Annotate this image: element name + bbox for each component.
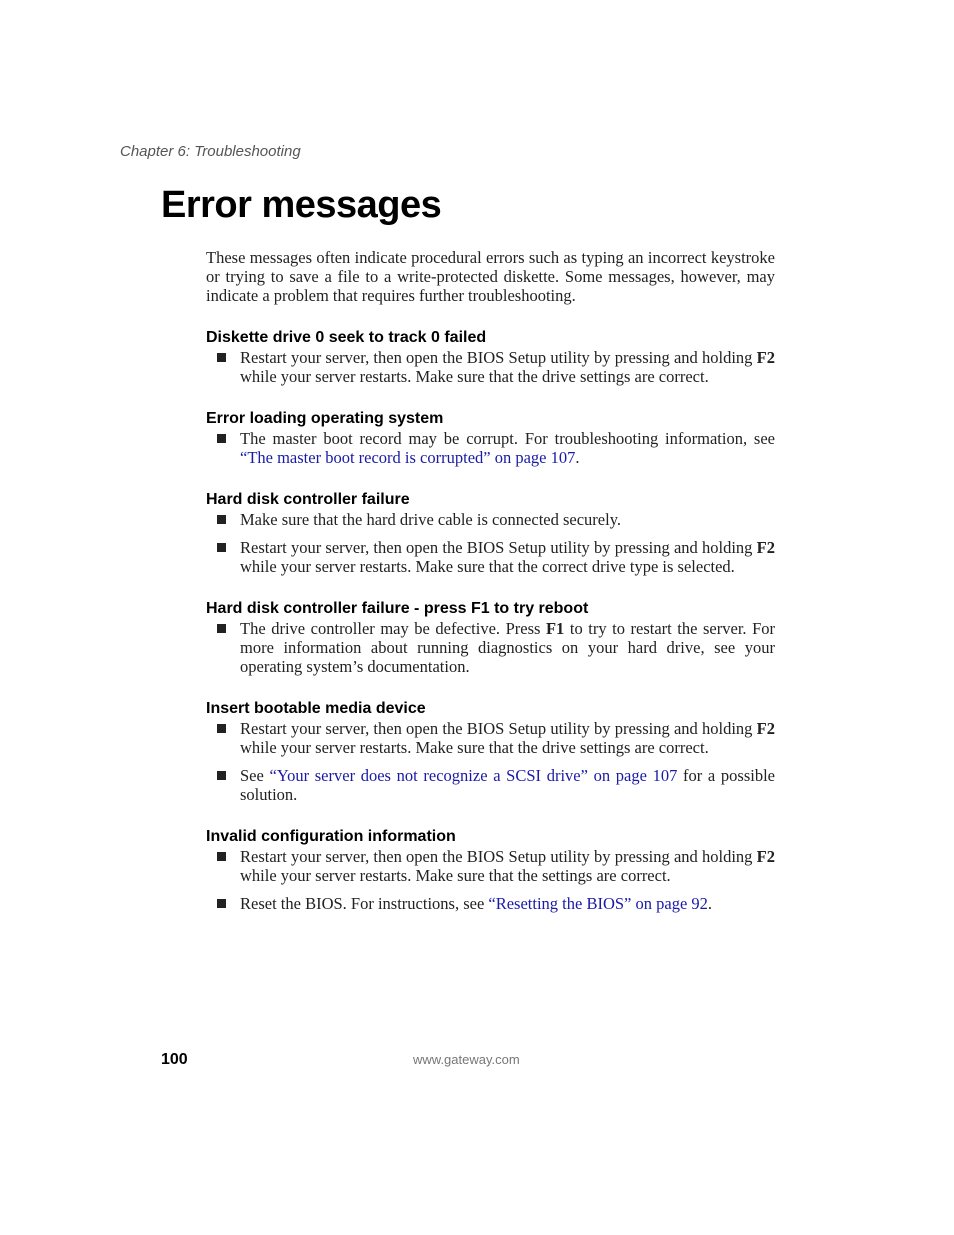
- intro-paragraph: These messages often indicate procedural errors such as typing an incorrect keystroke or trying to save a file to a write-protected diskette. Some messages, however, may indicate a problem that requires further troubleshooting.: [206, 248, 775, 305]
- bullet-list: [206, 429, 775, 467]
- bullet-list: [206, 847, 775, 913]
- list-item: Make sure that the hard drive cable is connected securely.: [206, 510, 775, 529]
- section-hdd-controller-failure: [206, 490, 775, 576]
- key-name: F2: [756, 348, 775, 367]
- square-bullet-icon: [217, 624, 226, 633]
- section-heading: Hard disk controller failure: [206, 491, 410, 508]
- list-item: Restart your server, then open the BIOS Setup utility by pressing and holding F2 while your server restarts. Make sure that the drive settings are correct.: [206, 348, 775, 386]
- master-boot-record-link[interactable]: “The master boot record is corrupted” on page 107: [240, 448, 576, 467]
- list-item: The master boot record may be corrupt. For troubleshooting information, see “The master boot record is corrupted” on page 107.: [206, 429, 775, 467]
- square-bullet-icon: [217, 899, 226, 908]
- list-item: The drive controller may be defective. Press F1 to try to restart the server. For more information about running diagnostics on your hard drive, see your operating system’s documentation.: [206, 619, 775, 676]
- list-item: See “Your server does not recognize a SCSI drive” on page 107 for a possible solution.: [206, 766, 775, 804]
- section-heading: Invalid configuration information: [206, 828, 456, 845]
- page-number: 100: [161, 1051, 188, 1068]
- page-title: Error messages: [161, 184, 442, 226]
- square-bullet-icon: [217, 771, 226, 780]
- resetting-bios-link[interactable]: “Resetting the BIOS” on page 92: [488, 894, 708, 913]
- section-heading: Hard disk controller failure - press F1 to try reboot: [206, 600, 589, 617]
- section-heading: Error loading operating system: [206, 410, 444, 427]
- section-invalid-config: [206, 827, 775, 913]
- chapter-header: Chapter 6: Troubleshooting: [120, 143, 301, 160]
- bullet-list: [206, 348, 775, 386]
- scsi-drive-link[interactable]: “Your server does not recognize a SCSI drive” on page 107: [269, 766, 678, 785]
- section-heading: Diskette drive 0 seek to track 0 failed: [206, 329, 487, 346]
- square-bullet-icon: [217, 515, 226, 524]
- square-bullet-icon: [217, 724, 226, 733]
- key-name: F1: [545, 619, 565, 638]
- key-name: F2: [756, 538, 775, 557]
- bullet-list: [206, 719, 775, 804]
- square-bullet-icon: [217, 353, 226, 362]
- list-item: Restart your server, then open the BIOS Setup utility by pressing and holding F2 while your server restarts. Make sure that the correct drive type is selected.: [206, 538, 775, 576]
- footer-url: www.gateway.com: [413, 1052, 520, 1067]
- list-item: Reset the BIOS. For instructions, see “Resetting the BIOS” on page 92.: [206, 894, 775, 913]
- section-diskette-seek: [206, 328, 775, 386]
- square-bullet-icon: [217, 434, 226, 443]
- list-item: Restart your server, then open the BIOS Setup utility by pressing and holding F2 while your server restarts. Make sure that the drive settings are correct.: [206, 719, 775, 757]
- key-name: F2: [756, 719, 775, 738]
- bullet-list: [206, 510, 775, 576]
- section-insert-bootable-media: [206, 699, 775, 804]
- key-name: F2: [756, 847, 775, 866]
- section-hdd-controller-f1: [206, 599, 775, 676]
- section-heading: Insert bootable media device: [206, 700, 426, 717]
- square-bullet-icon: [217, 852, 226, 861]
- bullet-list: [206, 619, 775, 676]
- square-bullet-icon: [217, 543, 226, 552]
- section-error-loading-os: [206, 409, 775, 467]
- list-item: Restart your server, then open the BIOS Setup utility by pressing and holding F2 while your server restarts. Make sure that the settings are correct.: [206, 847, 775, 885]
- main-content: [206, 248, 775, 913]
